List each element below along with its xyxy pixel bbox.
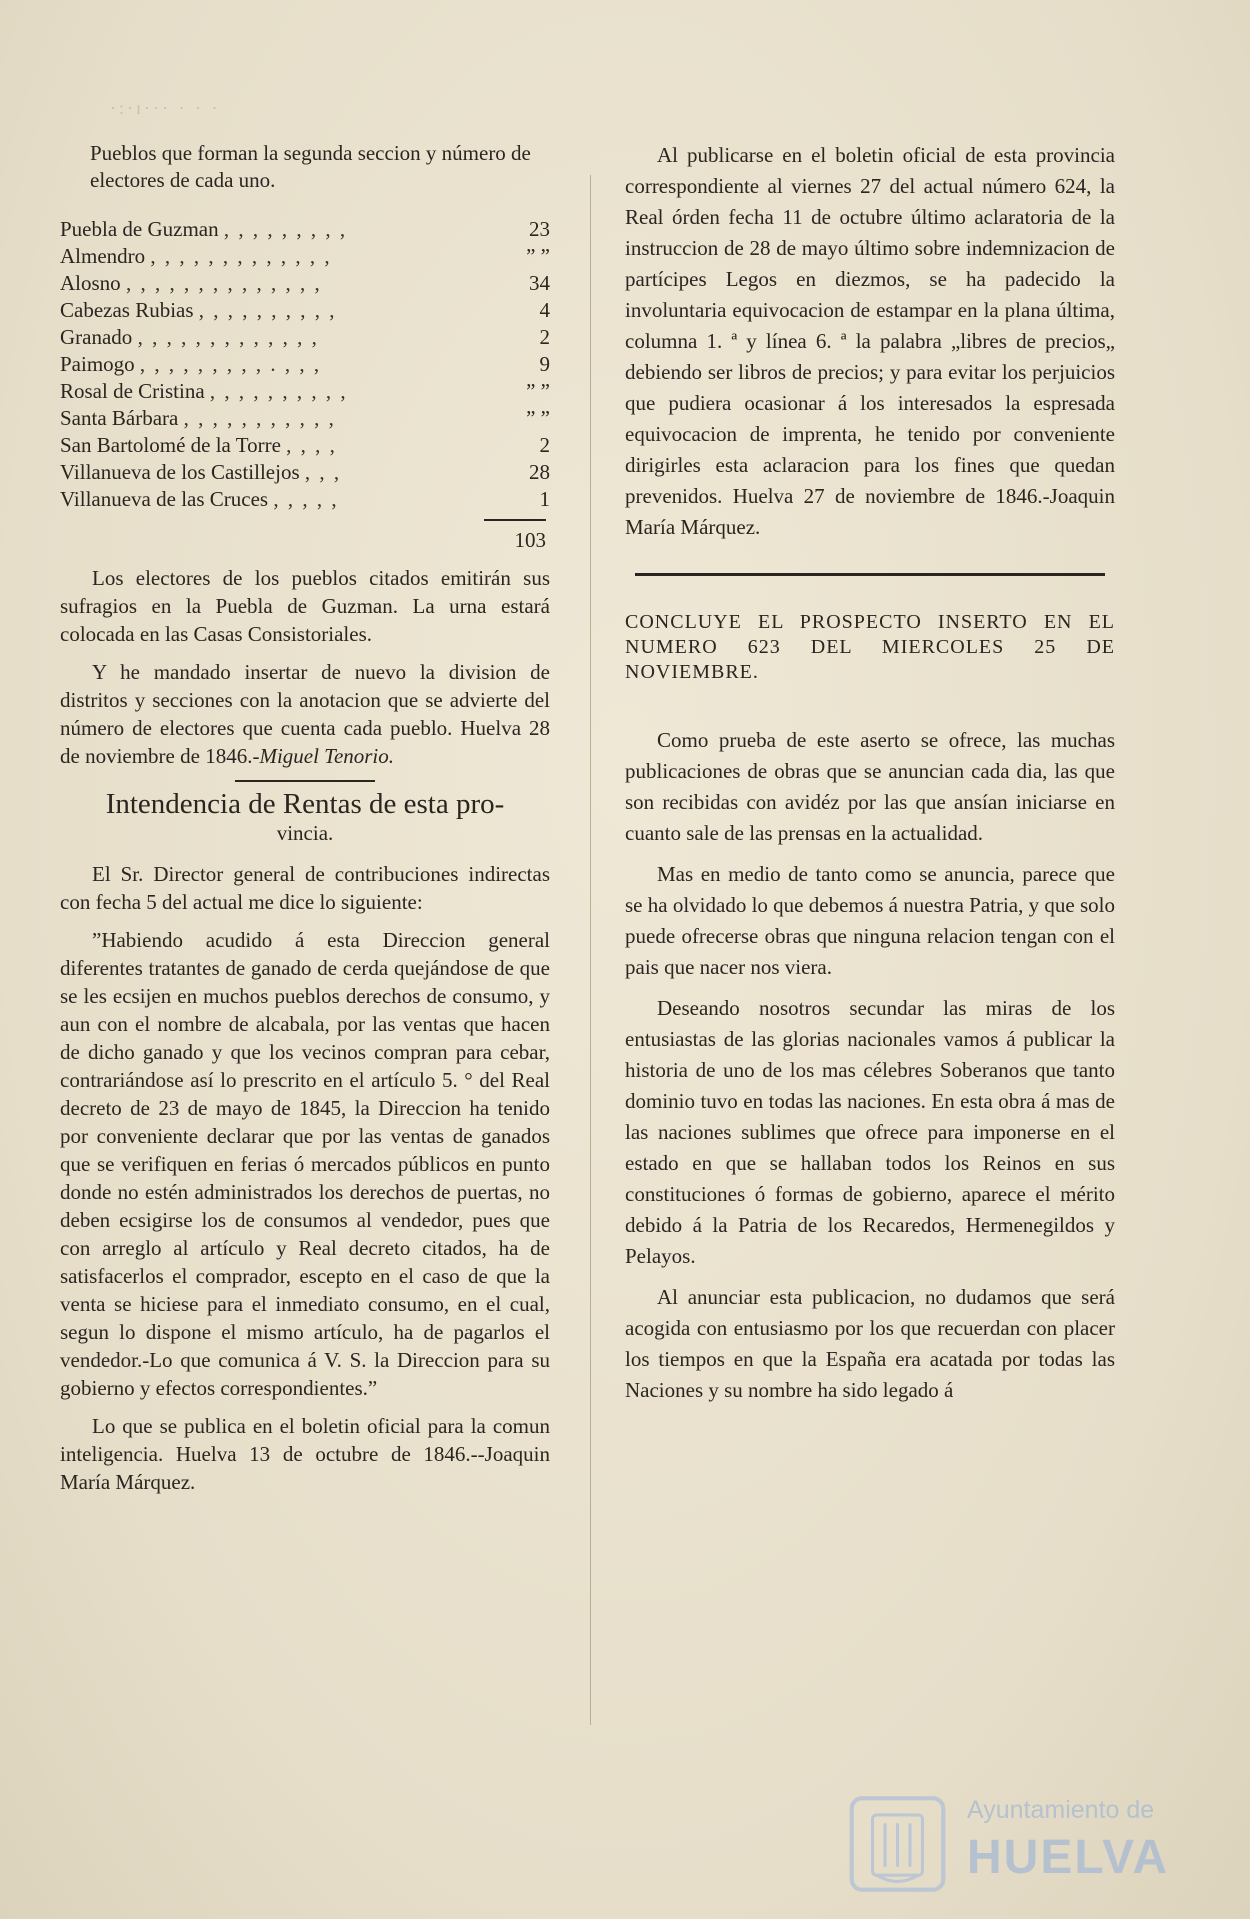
towns-table (60, 216, 550, 513)
town-name: Paimogo (60, 352, 135, 376)
town-row (60, 243, 550, 270)
column-divider (590, 175, 591, 1725)
town-leader-dots: , , , , , (273, 487, 339, 511)
town-leader-dots: , , , , , , , , , , , , , , (125, 271, 322, 295)
town-electors: 34 (529, 271, 550, 295)
town-row (60, 324, 550, 351)
town-name: Rosal de Cristina (60, 379, 205, 403)
town-name: Villanueva de los Castillejos (60, 460, 300, 484)
town-electors: 9 (539, 352, 550, 376)
ayuntamiento-watermark (845, 1790, 1175, 1900)
director-paragraph: El Sr. Director general de contribuciones indirectas con fecha 5 del actual me dice lo siguiente: (60, 862, 550, 914)
division-paragraph (60, 658, 550, 770)
quoted-order-paragraph: ”Habiendo acudido á esta Direccion general diferentes tratantes de ganado de cerda quejándose de que se les ecsijen en muchos pueblos derechos de consumo, y aun con el nombre de alcabala, por las ventas que hacen de dicho ganado y que los vecinos compran para cebar, contrariándose así lo prescrito en el artículo 5. ° del Real decreto de 23 de mayo de 1845, la Direccion ha tenido por conveniente declarar que por las ventas de ganados que se verifiquen en ferias ó mercados públicos en punto donde no estén administrados los derechos de puertas, no deben ecsigirse los de consumos al vendedor, pues que con arreglo al artículo y Real decreto citados, ha de satisfacerlos el comprador, escepto en el caso de que la venta se hiciese para el inmediato consumo, en el cual, segun lo dispone el mismo artículo, ha de pagarlos el vendedor.-Lo que comunica á V. S. la Direccion para su gobierno y efectos correspondientes.” (60, 928, 550, 1400)
town-electors: ” ” (526, 379, 550, 403)
prospectus-heading: CONCLUYE EL PROSPECTO INSERTO EN EL NUMERO 623 DEL MIERCOLES 25 DE NOVIEMBRE. (625, 611, 1115, 683)
town-row (60, 216, 550, 243)
town-electors: 2 (539, 325, 550, 349)
town-name-cell (60, 486, 490, 513)
town-electors: 4 (539, 298, 550, 322)
town-electors: 1 (539, 487, 550, 511)
town-leader-dots: , , , , , , , , , , , , , (150, 244, 332, 268)
town-leader-dots: , , , , , , , , , (223, 217, 348, 241)
town-name-cell (60, 270, 490, 297)
watermark-line1: Ayuntamiento de (967, 1796, 1155, 1824)
town-name: Santa Bárbara (60, 406, 179, 430)
town-leader-dots: , , , , , , , , , . , , , (139, 352, 322, 376)
section-subtitle: vincia. (276, 821, 334, 845)
watermark-line2: HUELVA (967, 1831, 1170, 1884)
town-name: Almendro (60, 244, 146, 268)
towns-intro: Pueblos que forman la segunda seccion y número de electores de cada uno. (90, 141, 531, 192)
town-row (60, 270, 550, 297)
correction-paragraph: Al publicarse en el boletin oficial de esta provincia correspondiente al viernes 27 del actual número 624, la Real órden fecha 11 de octubre último aclaratoria de la instruccion de 28 de mayo último sobre indemnizacion de partícipes Legos en diezmos, se ha padecido la involuntaria equivocacion de estampar en la plana última, columna 1. ª y línea 6. ª la palabra „libres de precios„ debiendo ser libros de precios; y para evitar los perjuicios que pudiera ocasionar á los interesados la espresada equivocacion de imprenta, he tenido por conveniente dirigirles esta aclaracion para los fines que quedan prevenidos. Huelva 27 de noviembre de 1846.-Joaquin María Márquez. (625, 143, 1115, 539)
section-rule (235, 780, 375, 782)
town-row (60, 486, 550, 513)
town-electors: ” ” (526, 244, 550, 268)
town-name-cell (60, 243, 490, 270)
town-name-cell (60, 351, 490, 378)
town-name-cell (60, 459, 490, 486)
publication-paragraph: Lo que se publica en el boletin oficial para la comun inteligencia. Huelva 13 de octubre de 1846.--Joaquin María Márquez. (60, 1414, 550, 1494)
total-rule (484, 519, 546, 521)
town-name: San Bartolomé de la Torre (60, 433, 281, 457)
town-name: Puebla de Guzman (60, 217, 219, 241)
town-leader-dots: , , , (304, 460, 342, 484)
towns-total: 103 (514, 528, 546, 552)
town-row (60, 459, 550, 486)
town-row (60, 405, 550, 432)
town-leader-dots: , , , , , , , , , , (198, 298, 337, 322)
town-leader-dots: , , , , (286, 433, 337, 457)
town-electors: ” ” (526, 406, 550, 430)
signature-tenorio: Miguel Tenorio. (259, 744, 395, 768)
left-column (60, 140, 550, 1506)
town-name-cell (60, 378, 490, 405)
faded-header-noise: ·:·ɪ··· · · · (110, 98, 221, 118)
town-name-cell (60, 405, 490, 432)
prospectus-paragraph-2: Mas en medio de tanto como se anuncia, parece que se ha olvidado lo que debemos á nuestra Patria, y que solo puede ofrecerse obras que ninguna relacion tengan con el pais que nacer nos viera. (625, 862, 1115, 979)
town-name: Granado (60, 325, 133, 349)
town-row (60, 378, 550, 405)
town-name: Villanueva de las Cruces (60, 487, 269, 511)
town-leader-dots: , , , , , , , , , , , , , (137, 325, 319, 349)
town-name-cell (60, 297, 490, 324)
prospectus-paragraph-3: Deseando nosotros secundar las miras de los entusiastas de las glorias nacionales vamos á publicar la historia de uno de los mas célebres Soberanos que tanto dominio tuvo en todas las naciones. En esta obra á mas de las naciones sublimes que ofrece para imponerse en el estado en que se hallaban todos los Reinos en sus constituciones ó formas de gobierno, aparece el mérito debido á la Patria de los Recaredos, Hermenegildos y Pelayos. (625, 996, 1115, 1268)
town-electors: 2 (539, 433, 550, 457)
right-column (625, 140, 1115, 1416)
town-leader-dots: , , , , , , , , , , (209, 379, 348, 403)
electors-paragraph: Los electores de los pueblos citados emitirán sus sufragios en la Puebla de Guzman. La urna estará colocada en las Casas Consistoriales. (60, 566, 550, 646)
prospectus-paragraph-4: Al anunciar esta publicacion, no dudamos que será acogida con entusiasmo por los que recuerdan con placer los tiempos en que la España era acatada por todas las Naciones y su nombre ha sido legado á (625, 1285, 1115, 1402)
town-electors: 28 (529, 460, 550, 484)
town-row (60, 351, 550, 378)
section-title: Intendencia de Rentas de esta pro- (105, 788, 505, 820)
huelva-shield-icon (845, 1792, 950, 1896)
town-name: Cabezas Rubias (60, 298, 194, 322)
town-row (60, 432, 550, 459)
prospectus-paragraph-1: Como prueba de este aserto se ofrece, las muchas publicaciones de obras que se anuncian cada dia, las que son recibidas con avidéz por las que ansían iniciarse en cuanto sale de las prensas en la actualidad. (625, 728, 1115, 845)
town-name-cell (60, 216, 490, 243)
town-name-cell (60, 324, 490, 351)
article-rule (635, 573, 1105, 576)
town-leader-dots: , , , , , , , , , , , (183, 406, 336, 430)
town-name-cell (60, 432, 490, 459)
town-electors: 23 (529, 217, 550, 241)
town-row (60, 297, 550, 324)
town-name: Alosno (60, 271, 121, 295)
division-text: Y he mandado insertar de nuevo la division de distritos y secciones con la anotacion que se advierte del número de electores que cuenta cada pueblo. Huelva 28 de noviembre de 1846.- (60, 660, 550, 768)
